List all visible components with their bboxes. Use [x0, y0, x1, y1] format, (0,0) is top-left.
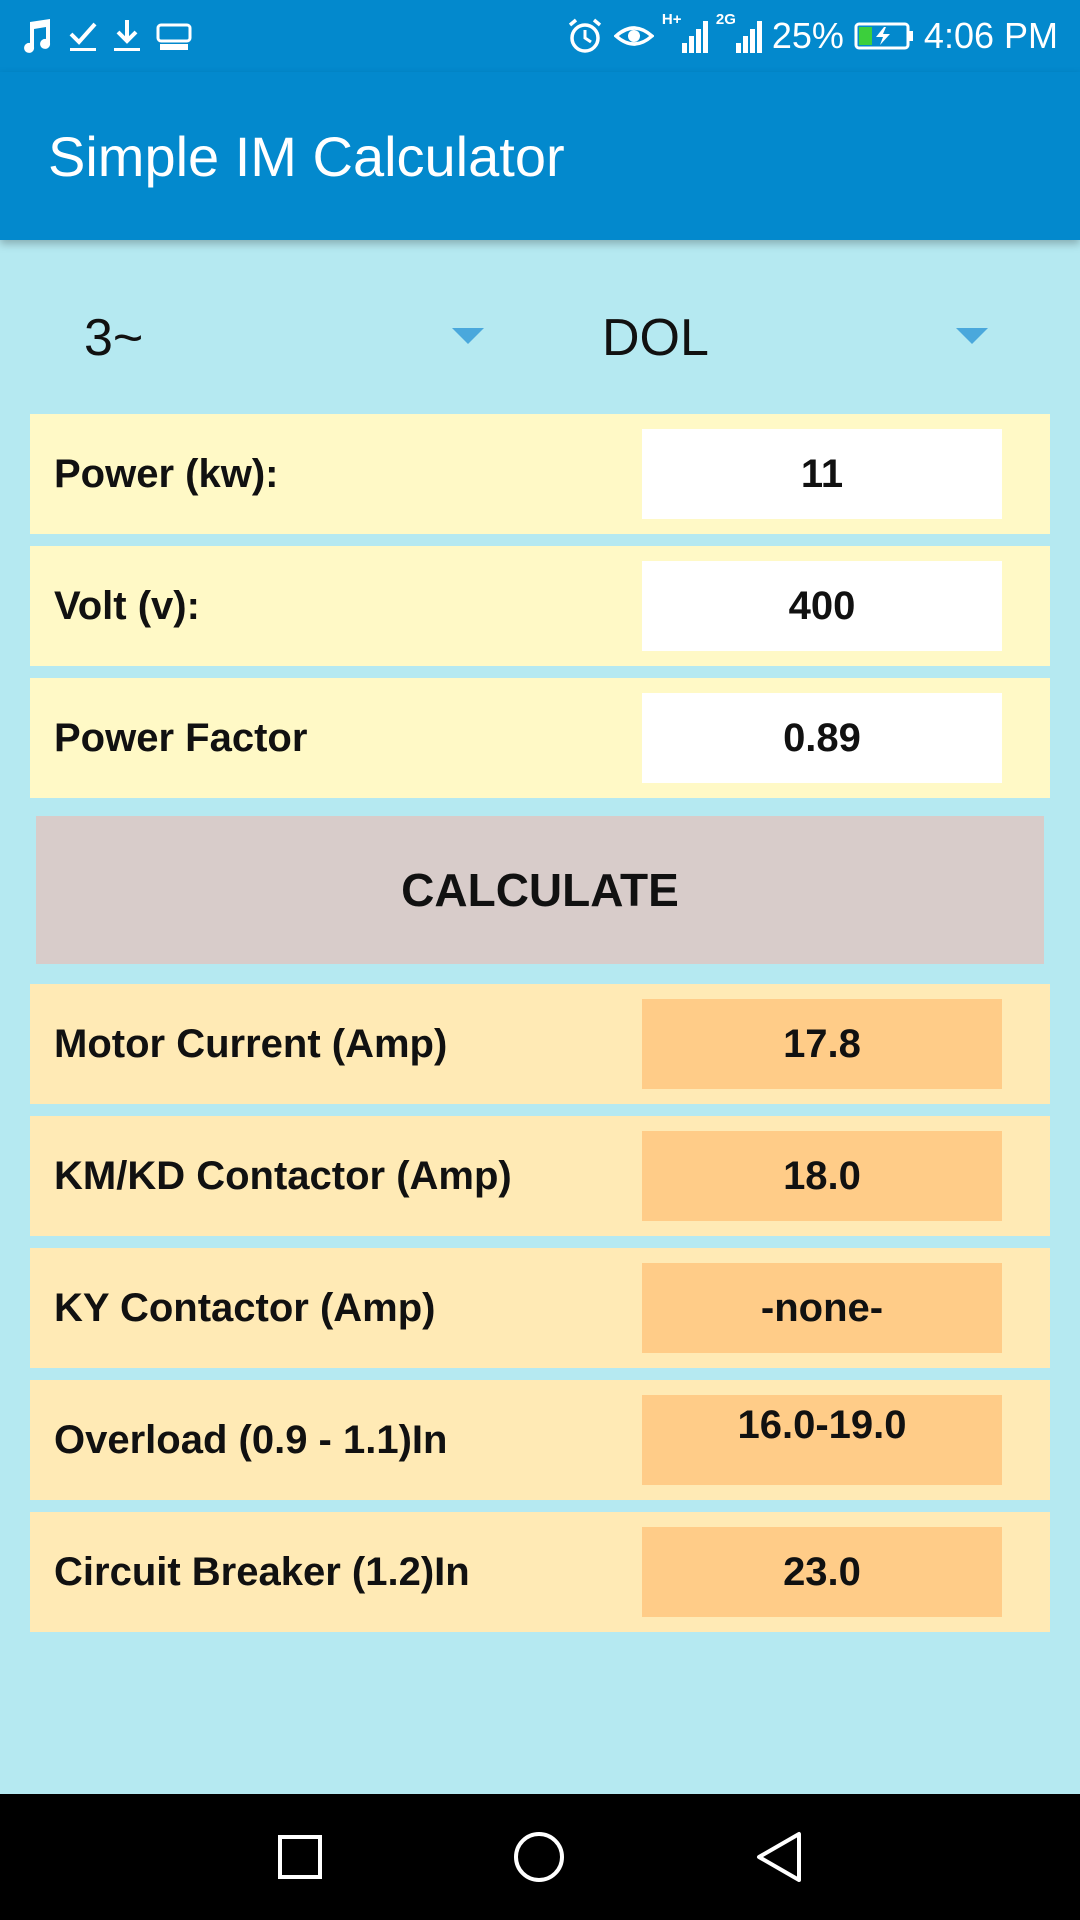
motor-current-label: Motor Current (Amp) — [54, 1022, 448, 1066]
power-factor-label: Power Factor — [54, 716, 308, 760]
home-circle-icon[interactable] — [506, 1824, 572, 1890]
phase-spinner[interactable] — [84, 300, 494, 380]
km-kd-contactor-label: KM/KD Contactor (Amp) — [54, 1154, 512, 1198]
starter-spinner-value: DOL — [602, 309, 709, 367]
power-label: Power (kw): — [54, 452, 279, 496]
volt-input[interactable]: 400 — [642, 561, 1002, 651]
battery-charging-icon — [854, 21, 914, 51]
status-time: 4:06 PM — [923, 15, 1058, 56]
overload-row — [30, 1380, 1050, 1500]
navigation-bar — [0, 1794, 1080, 1920]
volt-row — [30, 546, 1050, 666]
ky-contactor-value: -none- — [642, 1263, 1002, 1353]
volt-label: Volt (v): — [54, 584, 200, 628]
ky-contactor-label: KY Contactor (Amp) — [54, 1286, 436, 1330]
dropdown-arrow-icon — [956, 328, 988, 351]
signal-h-plus-icon — [661, 11, 708, 55]
eye-icon — [614, 20, 654, 52]
network-type-label: 2G — [715, 11, 736, 28]
ky-contactor-row — [30, 1248, 1050, 1368]
phase-spinner-value: 3~ — [84, 309, 144, 367]
starter-spinner[interactable] — [602, 300, 1002, 380]
status-bar — [0, 0, 1080, 72]
signal-2g-icon — [715, 11, 762, 55]
power-factor-row — [30, 678, 1050, 798]
power-input[interactable]: 11 — [642, 429, 1002, 519]
overload-value: 16.0-19.0 — [642, 1395, 1002, 1485]
music-note-icon — [20, 18, 54, 54]
motor-current-value: 17.8 — [642, 999, 1002, 1089]
power-factor-input[interactable]: 0.89 — [642, 693, 1002, 783]
motor-current-row — [30, 984, 1050, 1104]
alarm-icon — [566, 17, 604, 55]
blast-app-icon — [156, 19, 192, 53]
km-kd-contactor-row — [30, 1116, 1050, 1236]
app-bar — [0, 72, 1080, 240]
battery-percent: 25% — [771, 15, 844, 56]
power-row — [30, 414, 1050, 534]
status-bar-notifications — [20, 14, 192, 58]
app-title: Simple IM Calculator — [48, 125, 565, 188]
calculate-button[interactable]: CALCULATE — [36, 816, 1044, 964]
network-type-label: H+ — [661, 11, 682, 28]
circuit-breaker-label: Circuit Breaker (1.2)In — [54, 1550, 470, 1594]
status-bar-system — [566, 10, 1058, 62]
overload-label: Overload (0.9 - 1.1)In — [54, 1418, 448, 1462]
km-kd-contactor-value: 18.0 — [642, 1131, 1002, 1221]
recents-square-icon[interactable] — [267, 1824, 333, 1890]
back-triangle-icon[interactable] — [745, 1824, 811, 1890]
circuit-breaker-value: 23.0 — [642, 1527, 1002, 1617]
circuit-breaker-row — [30, 1512, 1050, 1632]
download-icon — [112, 18, 142, 54]
dropdown-arrow-icon — [452, 328, 484, 351]
check-download-icon — [68, 18, 98, 54]
